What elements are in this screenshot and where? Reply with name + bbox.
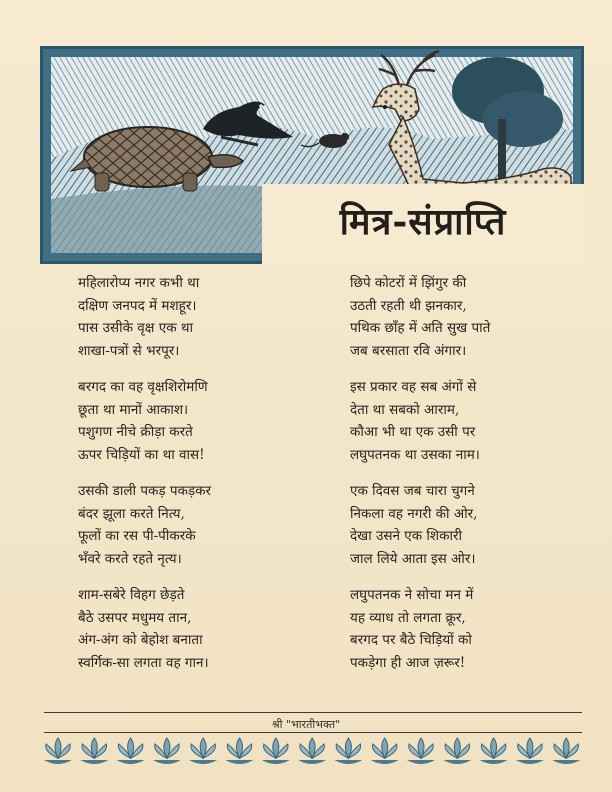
lotus-icon — [262, 738, 290, 764]
lotus-icon — [552, 738, 580, 764]
divider — [44, 712, 582, 713]
lotus-border-ornament — [40, 734, 584, 768]
poem-line: जब बरसाता रवि अंगार। — [350, 342, 467, 359]
lotus-icon — [443, 738, 471, 764]
poem-line: निकला वह नगरी की ओर, — [350, 505, 478, 522]
stanza — [350, 480, 580, 570]
poem-line: बैठे उसपर मधुमय तान, — [78, 609, 192, 626]
lotus-icon — [298, 738, 326, 764]
poem-line: पथिक छाँह में अति सुख पाते — [350, 320, 491, 336]
poem-line: छिपे कोटरों में झिंगुर की — [350, 275, 467, 291]
lotus-icon — [117, 738, 145, 764]
poem-line: स्वर्गिक-सा लगता वह गान। — [78, 654, 209, 671]
poem-line: ऊपर चिड़ियों का था वास! — [78, 446, 205, 463]
divider — [44, 732, 582, 733]
lotus-icon — [153, 738, 181, 764]
poem-line: बंदर झूला करते नित्य, — [78, 505, 185, 522]
lotus-icon — [44, 738, 72, 764]
lotus-icon — [516, 738, 544, 764]
poem-line: दक्षिण जनपद में मशहूर। — [78, 297, 197, 314]
stanza — [350, 584, 580, 674]
poem-line: पास उसीके वृक्ष एक था — [78, 320, 193, 336]
author-credit: श्री "भारतीभक्त" — [271, 718, 341, 731]
poem-line: यह व्याध तो लगता क्रूर, — [350, 609, 466, 626]
poem-line: पकड़ेगा ही आज ज़रूर! — [350, 654, 466, 671]
poem-line: शाखा-पत्रों से भरपूर। — [78, 342, 180, 359]
poem-line: भँवरे करते रहते नृत्य। — [78, 550, 182, 567]
lotus-icon — [226, 738, 254, 764]
poem-line: इस प्रकार वह सब अंगों से — [350, 379, 477, 395]
poem-line: कौआ भी था एक उसी पर — [350, 424, 476, 440]
stanza — [78, 584, 318, 674]
poem-line: अंग-अंग को बेहोश बनाता — [78, 632, 203, 648]
poem-line: देता था सबको आराम, — [350, 401, 460, 418]
poem-column-left — [78, 272, 318, 688]
poem-line: एक दिवस जब चारा चुगने — [350, 483, 475, 499]
lotus-icon — [371, 738, 399, 764]
poem-line: लघुपतनक ने सोचा मन में — [350, 587, 474, 603]
poem-line: महिलारोप्य नगर कभी था — [78, 275, 200, 291]
poem-line: उठती रहती थी झनकार, — [350, 297, 467, 314]
stanza — [78, 376, 318, 466]
poem-line: पशुगण नीचे क्रीड़ा करते — [78, 424, 193, 440]
poem-line: देखा उसने एक शिकारी — [350, 528, 462, 544]
poem-line: फूलों का रस पी-पीकरके — [78, 528, 196, 544]
poem-line: शाम-सबेरे विहग छेड़ते — [78, 587, 185, 603]
poem-column-right — [350, 272, 580, 688]
stanza — [78, 480, 318, 570]
lotus-icon — [407, 738, 435, 764]
stanza — [78, 272, 318, 362]
poem-line: लघुपतनक था उसका नाम। — [350, 446, 480, 463]
stanza — [350, 272, 580, 362]
page-title: मित्र-संप्राप्ति — [339, 201, 507, 243]
lotus-icon — [80, 738, 108, 764]
stanza — [350, 376, 580, 466]
poem-line: छूता था मानों आकाश। — [78, 401, 189, 418]
poem-line: बरगद का वह वृक्षशिरोमणि — [78, 379, 208, 395]
poem-line: उसकी डाली पकड़ पकड़कर — [78, 483, 212, 499]
lotus-icon — [334, 738, 362, 764]
poem-line: जाल लिये आता इस ओर। — [350, 550, 476, 567]
poem-line: बरगद पर बैठे चिड़ियों को — [350, 632, 472, 648]
lotus-icon — [189, 738, 217, 764]
lotus-icon — [480, 738, 508, 764]
